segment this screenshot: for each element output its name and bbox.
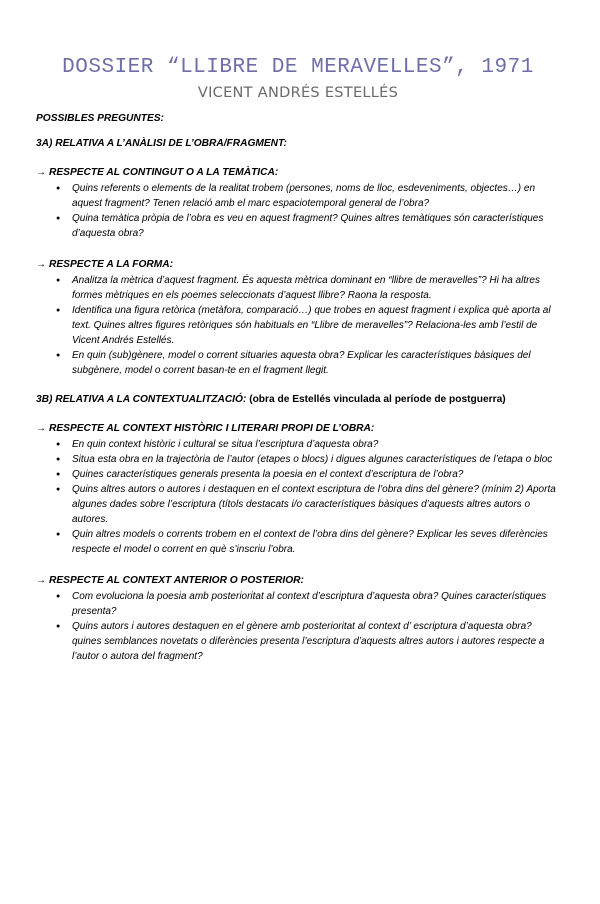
list-item: ● Quin altres models o corrents trobem en el context de l’obra dins del gènere? Explicar les seves diferències respecte el model o corrent en què s’inscriu l’obra.: [72, 527, 560, 557]
list-item: ● Quina temàtica pròpia de l’obra es veu en aquest fragment? Quines altres temàtiques són característiques d’aquesta obra?: [72, 211, 560, 241]
list-item: ● Quins referents o elements de la realitat trobem (persones, noms de lloc, esdeveniments, objectes…) en aquest fragment? Tenen relació amb el marc espaciotemporal general de l’obra?: [72, 181, 560, 211]
section-3b-title: 3B) RELATIVA A LA CONTEXTUALITZACIÓ:: [36, 394, 247, 405]
context-anterior-list: [36, 589, 560, 664]
context-historic-list: [36, 437, 560, 557]
list-item: ● Quins altres autors o autores i destaquen en el context escriptura de l’obra dins del gènere? (mínim 2) Aporta algunes dades sobre l’escriptura (títols destacats i/o característiques bàsiques d’aquests altres autors o autores.: [72, 482, 560, 527]
list-item: ● Analitza la mètrica d’aquest fragment. És aquesta mètrica dominant en “llibre de meravelles”? Hi ha altres formes mètriques en els poemes seleccionats d’aquest llibre? Raona la resposta.: [72, 273, 560, 303]
forma-list: [36, 273, 560, 378]
contingut-list: [36, 181, 560, 241]
list-item: ● En quin (sub)gènere, model o corrent situaries aquesta obra? Explicar les característiques bàsiques del subgènere, model o corrent basan-te en el fragment llegit.: [72, 348, 560, 378]
author-subtitle: VICENT ANDRÉS ESTELLÉS: [197, 85, 399, 101]
possibles-heading: POSSIBLES PREGUNTES:: [36, 113, 164, 124]
context-historic-heading: → RESPECTE AL CONTEXT HISTÒRIC I LITERARI PROPI DE L’OBRA:: [36, 423, 375, 434]
list-item: ● Identifica una figura retòrica (metàfora, comparació…) que trobes en aquest fragment i explica què aporta al text. Quines altres figures retòriques són habituals en “Llibre de meravelles”? Relaciona-les amb l’estil de Vicent Andrés Estellés.: [72, 303, 560, 348]
section-3b-note: (obra de Estellés vinculada al període de postguerra): [249, 394, 506, 405]
section-3b-heading: [36, 394, 560, 405]
contingut-heading: → RESPECTE AL CONTINGUT O A LA TEMÀTICA:: [36, 167, 279, 178]
context-anterior-heading: → RESPECTE AL CONTEXT ANTERIOR O POSTERIOR:: [36, 575, 304, 586]
forma-heading: → RESPECTE A LA FORMA:: [36, 259, 173, 270]
list-item: ● Com evoluciona la poesia amb posterioritat al context d’escriptura d’aquesta obra? Quines característiques presenta?: [72, 589, 560, 619]
document-title: DOSSIER “LLIBRE DE MERAVELLES”, 1971: [62, 56, 534, 79]
list-item: ● Situa esta obra en la trajectòria de l’autor (etapes o blocs) i digues algunes característiques de l’etapa o bloc: [72, 452, 560, 467]
document-page: [0, 56, 600, 904]
list-item: ● En quin context històric i cultural se situa l’escriptura d’aquesta obra?: [72, 437, 560, 452]
list-item: ● Quines característiques generals presenta la poesia en el context d’escriptura de l’obra?: [72, 467, 560, 482]
list-item: ● Quins autors i autores destaquen en el gènere amb posterioritat al context d’ escriptura d’aquesta obra? quines semblances novetats o diferències presenta l’escriptura d’aquests altres autors i autores respecte a l’autor o autora del fragment?: [72, 619, 560, 664]
section-3a-heading: 3A) RELATIVA A L’ANÀLISI DE L’OBRA/FRAGMENT:: [36, 138, 287, 149]
